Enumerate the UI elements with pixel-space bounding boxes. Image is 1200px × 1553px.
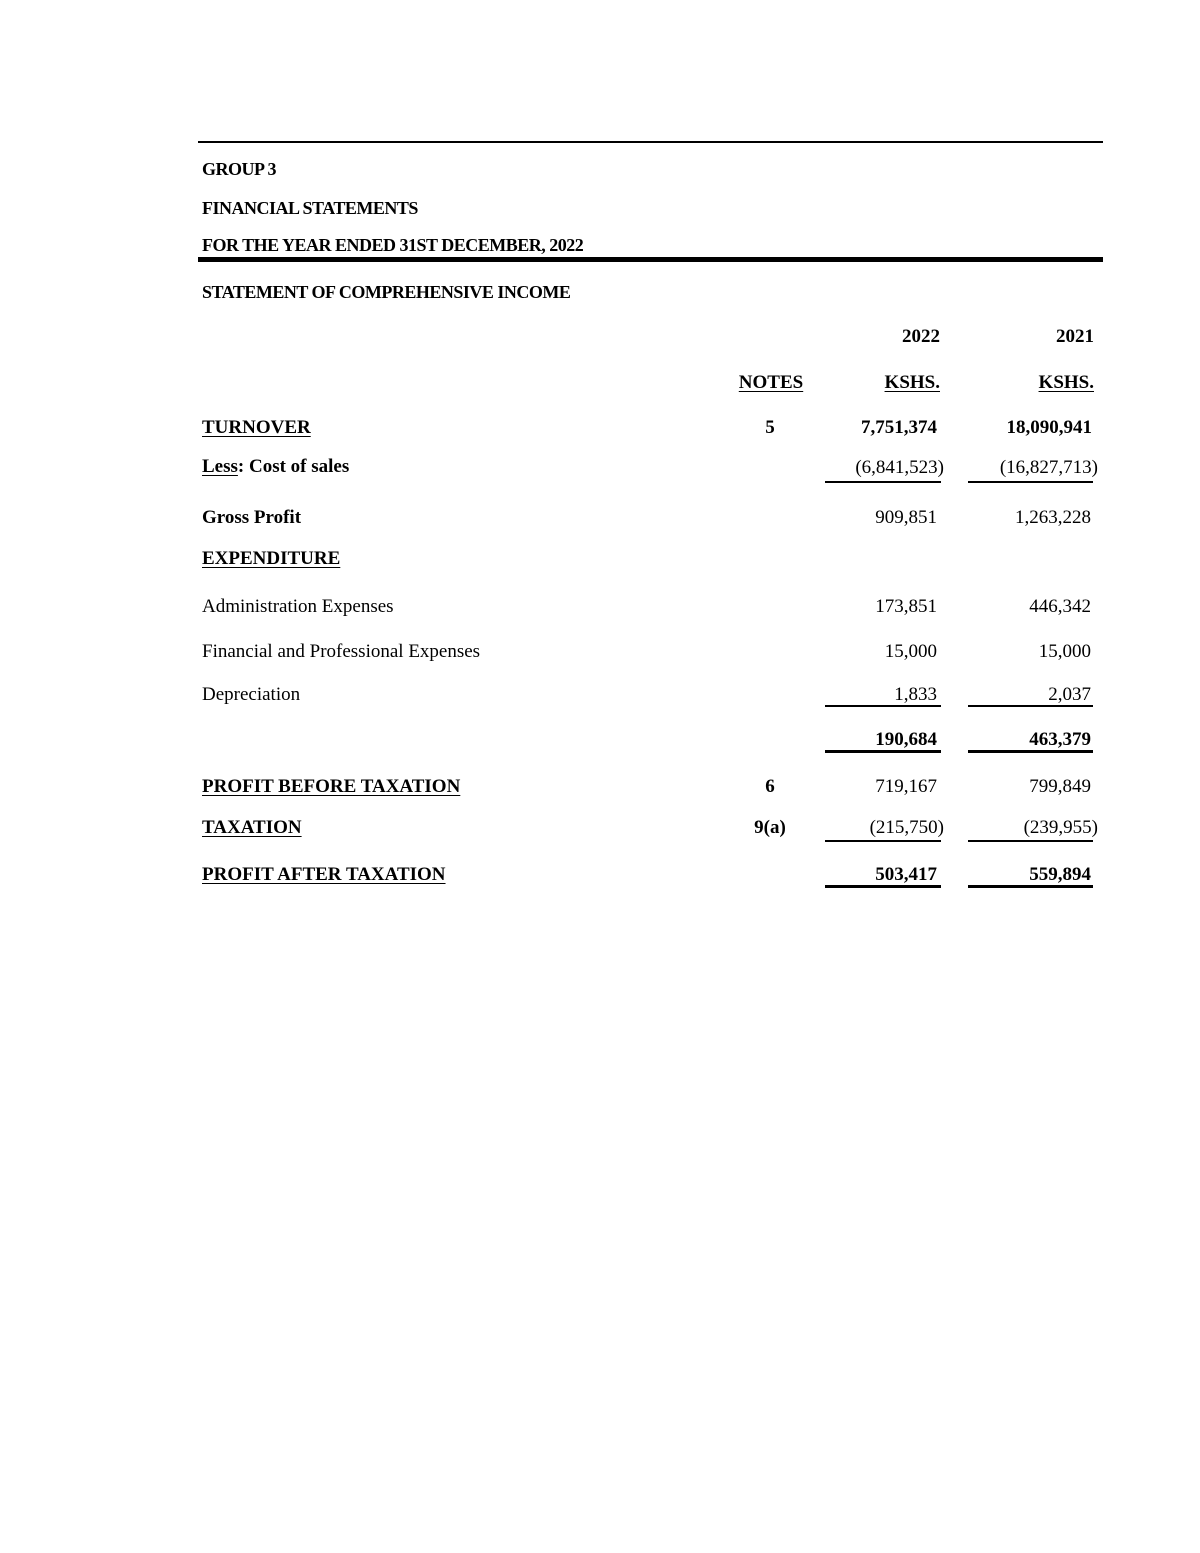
total-expenditure-2021: 463,379: [1029, 729, 1091, 750]
currency-2021-header: KSHS.: [1038, 372, 1094, 393]
turnover-note: 5: [765, 417, 775, 438]
total-expenditure-underline-2021: [968, 750, 1093, 753]
profit-after-tax-label: PROFIT AFTER TAXATION: [202, 864, 446, 885]
profit-before-tax-2022: 719,167: [875, 776, 937, 797]
financial-expenses-2021: 15,000: [1038, 641, 1091, 662]
cost-of-sales-2022: (6,841,523): [855, 457, 944, 478]
period-title: FOR THE YEAR ENDED 31ST DECEMBER, 2022: [202, 235, 584, 255]
profit-after-tax-2022: 503,417: [875, 864, 937, 885]
gross-profit-2021: 1,263,228: [1015, 507, 1091, 528]
depreciation-2022: 1,833: [894, 684, 937, 705]
depreciation-label: Depreciation: [202, 684, 301, 705]
cost-of-sales-2021: (16,827,713): [999, 457, 1098, 478]
profit-after-tax-2021: 559,894: [1029, 864, 1091, 885]
expenditure-label: EXPENDITURE: [202, 548, 341, 569]
gross-profit-label: Gross Profit: [202, 507, 302, 528]
turnover-2021: 18,090,941: [1006, 417, 1092, 438]
turnover-label: TURNOVER: [202, 417, 311, 438]
cost-of-sales-label: [202, 456, 349, 478]
gross-profit-2022: 909,851: [875, 507, 937, 528]
admin-expenses-2022: 173,851: [875, 596, 937, 617]
header-rule: [198, 257, 1103, 262]
cost-of-sales-underline-2021: [968, 481, 1093, 483]
depreciation-underline-2022: [825, 705, 941, 707]
total-expenditure-2022: 190,684: [875, 729, 937, 750]
admin-expenses-label: Administration Expenses: [202, 596, 394, 617]
cost-of-sales-text: : Cost of sales: [237, 456, 350, 477]
cost-of-sales-underline-2022: [825, 481, 941, 483]
currency-2022-header: KSHS.: [884, 372, 940, 393]
taxation-2021: (239,955): [1023, 817, 1098, 838]
year-2022-header: 2022: [902, 326, 940, 347]
financial-expenses-2022: 15,000: [884, 641, 937, 662]
depreciation-2021: 2,037: [1048, 684, 1091, 705]
taxation-note: 9(a): [754, 817, 786, 838]
profit-after-tax-underline-2022: [825, 885, 941, 888]
profit-before-tax-2021: 799,849: [1029, 776, 1091, 797]
taxation-underline-2021: [968, 840, 1093, 842]
profit-before-tax-label: PROFIT BEFORE TAXATION: [202, 776, 461, 797]
profit-after-tax-underline-2021: [968, 885, 1093, 888]
total-expenditure-underline-2022: [825, 750, 941, 753]
financial-expenses-label: Financial and Professional Expenses: [202, 641, 481, 662]
document-title: FINANCIAL STATEMENTS: [202, 198, 418, 218]
admin-expenses-2021: 446,342: [1029, 596, 1091, 617]
top-rule: [198, 141, 1103, 143]
less-prefix: Less: [202, 456, 238, 477]
depreciation-underline-2021: [968, 705, 1093, 707]
notes-header: NOTES: [738, 372, 804, 393]
turnover-2022: 7,751,374: [861, 417, 937, 438]
group-title: GROUP 3: [202, 159, 277, 179]
taxation-label: TAXATION: [202, 817, 302, 838]
taxation-2022: (215,750): [869, 817, 944, 838]
statement-title: STATEMENT OF COMPREHENSIVE INCOME: [202, 282, 571, 302]
year-2021-header: 2021: [1056, 326, 1094, 347]
taxation-underline-2022: [825, 840, 941, 842]
profit-before-tax-note: 6: [765, 776, 775, 797]
